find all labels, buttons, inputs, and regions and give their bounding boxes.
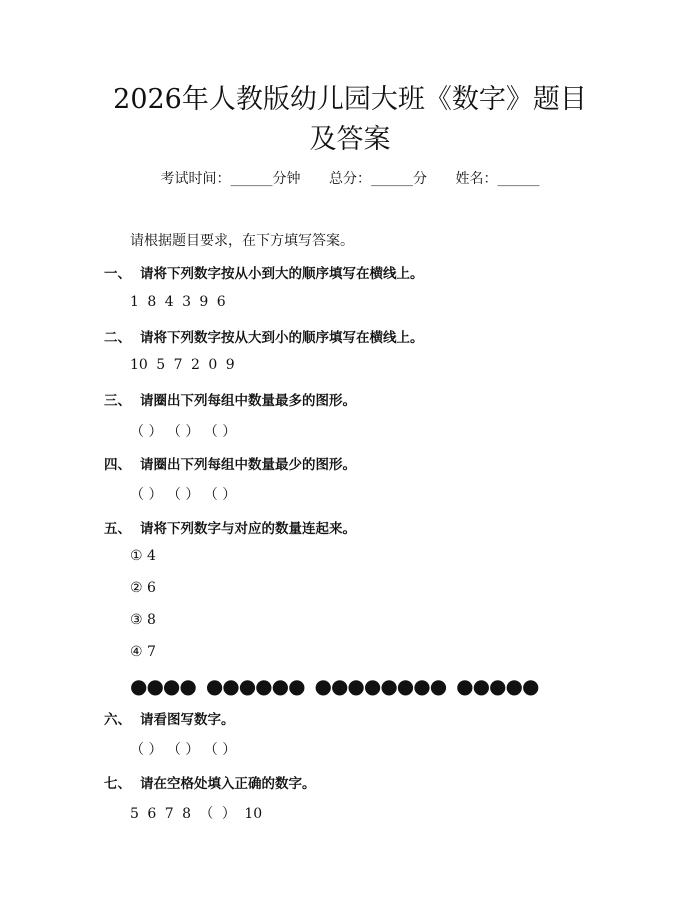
question-text: 请看图写数字。 (140, 712, 235, 728)
question-3 (104, 389, 356, 409)
question-text: 请圈出下列每组中数量最少的图形。 (140, 457, 356, 473)
question-text: 请在空格处填入正确的数字。 (140, 776, 316, 792)
question-text: 请圈出下列每组中数量最多的图形。 (140, 393, 356, 409)
question-text: 请将下列数字按从大到小的顺序填写在横线上。 (140, 330, 424, 346)
match-item-1: ① 4 (130, 548, 156, 564)
question-number: 二、 (104, 330, 131, 346)
match-item-4: ④ 7 (130, 644, 156, 660)
question-2 (104, 326, 424, 346)
dot-group-1: ●●●● (130, 674, 196, 698)
dot-groups (130, 674, 538, 698)
question-number: 七、 (104, 776, 131, 792)
question-7-answer: 5 6 7 8 （ ） 10 (130, 806, 263, 822)
question-number: 六、 (104, 712, 131, 728)
exam-time-field: 考试时间：______分钟 (160, 171, 301, 187)
page-title: 2026年人教版幼儿园大班《数字》题目及答案 (113, 84, 587, 155)
question-4 (104, 453, 356, 473)
name-field: 姓名：______ (455, 171, 540, 187)
match-item-3: ③ 8 (130, 612, 156, 628)
match-item-2: ② 6 (130, 580, 156, 596)
question-6 (104, 708, 235, 728)
dot-group-2: ●●●●●● (205, 674, 305, 698)
total-score-field: 总分：______分 (329, 171, 427, 187)
question-text: 请将下列数字按从小到大的顺序填写在横线上。 (140, 266, 424, 282)
question-1 (104, 262, 424, 282)
question-3-answer: （ ） （ ） （ ） (130, 424, 237, 440)
question-text: 请将下列数字与对应的数量连起来。 (140, 521, 356, 537)
dot-group-3: ●●●●●●●● (314, 674, 447, 698)
instruction-text: 请根据题目要求，在下方填写答案。 (130, 233, 354, 249)
question-4-answer: （ ） （ ） （ ） (130, 487, 237, 503)
question-2-answer: 10 5 7 2 0 9 (130, 357, 235, 373)
question-7 (104, 772, 316, 792)
question-5 (104, 517, 356, 537)
question-number: 三、 (104, 393, 131, 409)
question-6-answer: （ ） （ ） （ ） (130, 742, 237, 758)
question-1-answer: 1 8 4 3 9 6 (130, 294, 226, 310)
exam-info (0, 168, 700, 188)
question-number: 五、 (104, 521, 131, 537)
question-number: 一、 (104, 266, 131, 282)
dot-group-4: ●●●●● (456, 674, 539, 698)
question-number: 四、 (104, 457, 131, 473)
